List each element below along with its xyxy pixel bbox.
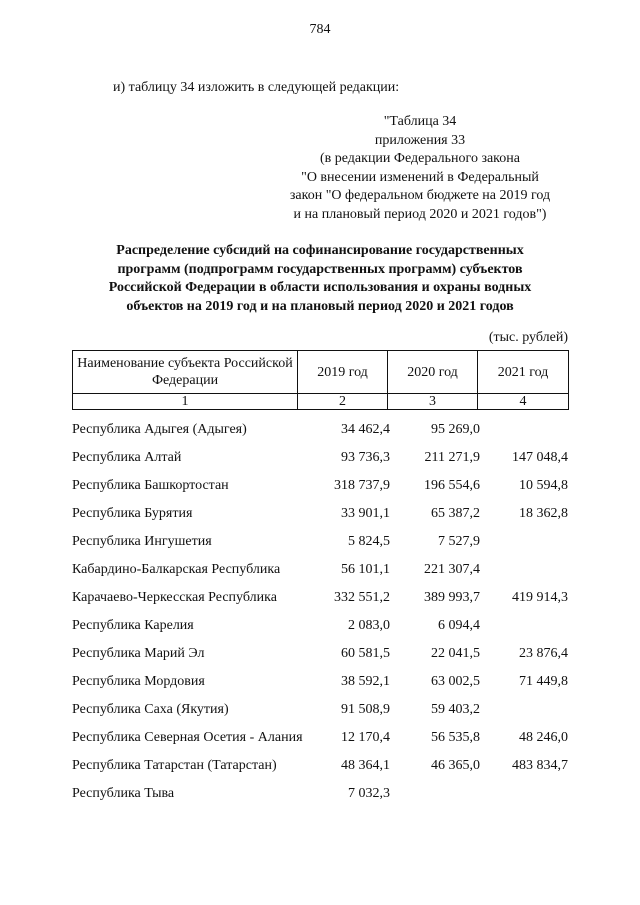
table-reference-note	[270, 113, 570, 224]
region-name: Республика Саха (Якутия)	[72, 702, 229, 717]
value-2020: 7 527,9	[438, 534, 480, 549]
table-row	[72, 498, 568, 526]
table-row	[72, 526, 568, 554]
value-2020: 22 041,5	[431, 646, 480, 661]
value-2020: 59 403,2	[431, 702, 480, 717]
table-row	[72, 610, 568, 638]
value-2020: 46 365,0	[431, 758, 480, 773]
note-line: приложения 33	[374, 132, 466, 148]
value-2021: 71 449,8	[519, 674, 568, 689]
value-2019: 5 824,5	[348, 534, 390, 549]
value-2020: 211 271,9	[424, 450, 480, 465]
value-2020: 196 554,6	[424, 478, 480, 493]
header-row	[73, 351, 569, 394]
value-2020: 56 535,8	[431, 730, 480, 745]
value-2020: 221 307,4	[424, 562, 480, 577]
value-2020: 95 269,0	[431, 422, 480, 437]
heading-line: Распределение субсидий на софинансирование государственных	[116, 243, 524, 258]
table-row	[72, 554, 568, 582]
region-name: Республика Бурятия	[72, 506, 193, 521]
value-2021: 10 594,8	[519, 478, 568, 493]
region-name: Республика Татарстан (Татарстан)	[72, 758, 277, 773]
table-row	[72, 722, 568, 750]
value-2019: 33 901,1	[341, 506, 390, 521]
header-2021-cell: 2021 год	[478, 351, 569, 394]
value-2021: 483 834,7	[512, 758, 568, 773]
value-2019: 56 101,1	[341, 562, 390, 577]
page-number: 784	[309, 22, 331, 37]
column-number: 4	[478, 394, 569, 410]
region-name: Кабардино-Балкарская Республика	[72, 562, 281, 577]
value-2020: 389 993,7	[424, 590, 480, 605]
heading-line: Российской Федерации в области использования и охраны водных	[108, 280, 532, 295]
region-name: Республика Тыва	[72, 786, 175, 801]
table-row	[72, 414, 568, 442]
value-2021: 419 914,3	[512, 590, 568, 605]
region-name: Карачаево-Черкесская Республика	[72, 590, 277, 605]
table-row	[72, 442, 568, 470]
column-number: 1	[73, 394, 298, 410]
value-2019: 332 551,2	[334, 590, 390, 605]
region-name: Республика Марий Эл	[72, 646, 205, 661]
header-2019-cell: 2019 год	[298, 351, 388, 394]
intro-text: и) таблицу 34 изложить в следующей редакции:	[113, 80, 400, 95]
value-2019: 38 592,1	[341, 674, 390, 689]
value-2019: 91 508,9	[341, 702, 390, 717]
value-2021: 48 246,0	[519, 730, 568, 745]
value-2019: 93 736,3	[341, 450, 390, 465]
value-2021: 18 362,8	[519, 506, 568, 521]
value-2021: 147 048,4	[512, 450, 568, 465]
table-body	[72, 414, 568, 806]
note-line: и на плановый период 2020 и 2021 годов")	[293, 206, 547, 222]
note-line: закон "О федеральном бюджете на 2019 год	[289, 188, 551, 203]
region-name: Республика Адыгея (Адыгея)	[72, 422, 247, 437]
note-line: "О внесении изменений в Федеральный	[301, 169, 539, 185]
region-name: Республика Мордовия	[72, 674, 205, 689]
value-2020: 6 094,4	[438, 618, 480, 633]
table-row	[72, 470, 568, 498]
header-name-cell: Наименование субъекта Российской Федерации	[73, 351, 298, 394]
table-header	[72, 350, 569, 410]
table-row	[72, 666, 568, 694]
value-2020	[390, 803, 480, 806]
value-2019: 48 364,1	[341, 758, 390, 773]
table-row	[72, 638, 568, 666]
region-name: Республика Ингушетия	[72, 534, 212, 549]
table-row	[72, 750, 568, 778]
value-2021: 23 876,4	[519, 646, 568, 661]
value-2019: 12 170,4	[341, 730, 390, 745]
value-2019: 7 032,3	[348, 786, 390, 801]
column-number: 2	[298, 394, 388, 410]
value-2021	[480, 803, 568, 806]
value-2020: 65 387,2	[431, 506, 480, 521]
value-2019: 60 581,5	[341, 646, 390, 661]
header-number-row	[73, 394, 569, 410]
value-2019: 2 083,0	[348, 618, 390, 633]
column-number: 3	[388, 394, 478, 410]
value-2019: 318 737,9	[334, 478, 390, 493]
region-name: Республика Башкортостан	[72, 478, 229, 493]
table-heading	[72, 242, 568, 316]
region-name: Республика Алтай	[72, 450, 182, 465]
region-name: Республика Северная Осетия - Алания	[72, 730, 303, 745]
heading-line: объектов на 2019 год и на плановый период 2020 и 2021 годов	[126, 298, 514, 314]
table-row	[72, 694, 568, 722]
heading-line: программ (подпрограмм государственных программ) субъектов	[117, 261, 523, 277]
table-row	[72, 778, 568, 806]
value-2020: 63 002,5	[431, 674, 480, 689]
region-name: Республика Карелия	[72, 618, 194, 633]
note-line: "Таблица 34	[383, 114, 457, 129]
header-2020-cell: 2020 год	[388, 351, 478, 394]
units-label: (тыс. рублей)	[488, 330, 568, 345]
table-row	[72, 582, 568, 610]
value-2019: 34 462,4	[341, 422, 390, 437]
note-line: (в редакции Федерального закона	[320, 151, 520, 166]
